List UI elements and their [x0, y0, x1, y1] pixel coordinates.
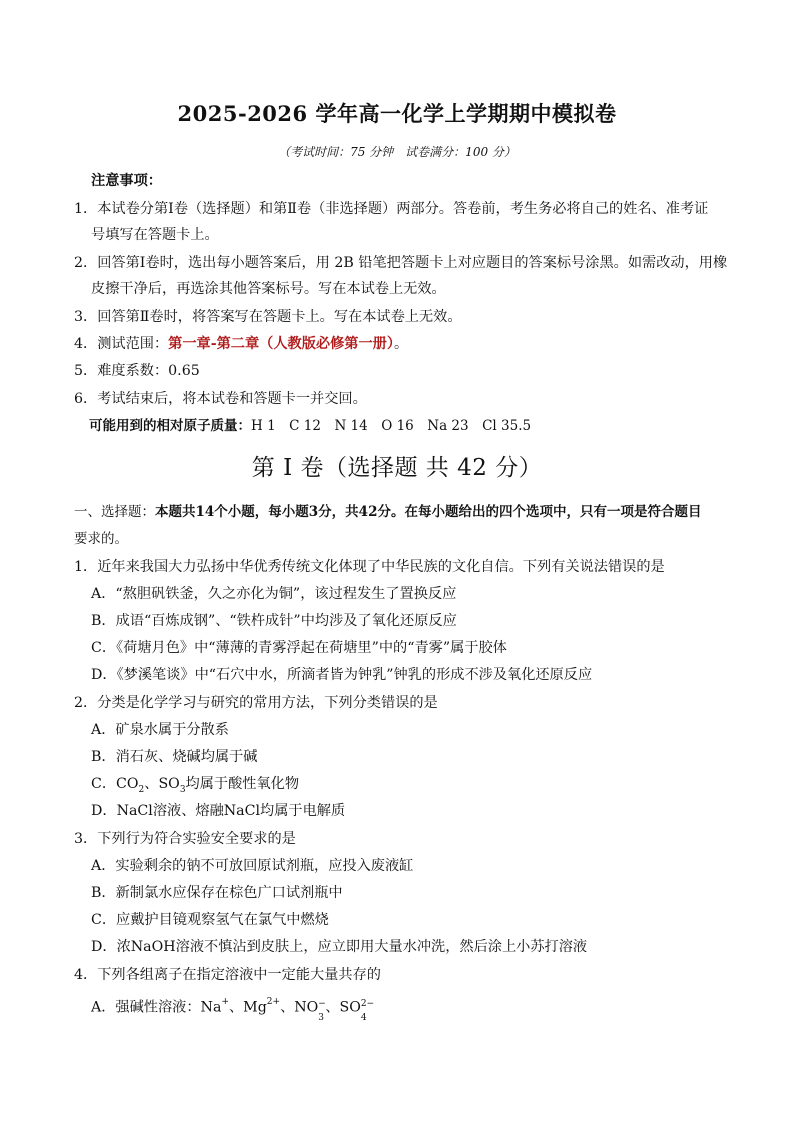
option-c: C．应戴护目镜观察氢气在氯气中燃烧 [91, 912, 329, 928]
section-instructions [74, 502, 701, 522]
option-d: D．《梦溪笔谈》中“石穴中水，所滴者皆为钟乳”钟乳的形成不涉及氧化还原反应 [91, 667, 593, 683]
ion-charge: − [318, 998, 326, 1009]
option-c-text: 均属于酸性氧化物 [185, 776, 300, 792]
question-text: 近年来我国大力弘扬中华优秀传统文化体现了中华民族的文化自信。下列有关说法错误的是 [97, 559, 665, 575]
subscript: 2 [138, 784, 145, 795]
scope-highlight: 第一章-第二章（人教版必修第一册） [168, 336, 394, 352]
note-text-cont: 号填写在答题卡上。 [91, 227, 219, 243]
note-text: 本试卷分第Ⅰ卷（选择题）和第Ⅱ卷（非选择题）两部分。答卷前，考生务必将自己的姓名、准考证 [97, 201, 709, 217]
ion-charge: + [221, 997, 229, 1007]
note-text: 考试结束后，将本试卷和答题卡一并交回。 [97, 391, 367, 407]
question-number: 4． [74, 967, 98, 983]
scope-label: 测试范围： [97, 336, 169, 352]
question-number: 2． [74, 695, 98, 711]
note-number: 2． [74, 255, 98, 271]
question-stem [74, 829, 296, 849]
option-b: B．新制氯水应保存在棕色广口试剂瓶中 [91, 885, 343, 901]
option-a: A．矿泉水属于分散系 [91, 722, 229, 738]
atomic-mass-line [89, 416, 531, 436]
notes-heading: 注意事项： [91, 173, 162, 189]
option-a-text: 、NO [280, 999, 319, 1016]
option-a: A．实验剩余的钠不可放回原试剂瓶，应投入废液缸 [91, 858, 414, 874]
subscript: 3 [179, 784, 186, 795]
option-a: A．“熬胆矾铁釜，久之亦化为铜”，该过程发生了置换反应 [91, 586, 457, 602]
exam-info: （考试时间：75 分钟 试卷满分：100 分） [278, 145, 516, 159]
section-title: 第 I 卷（选择题 共 42 分） [251, 455, 543, 481]
note-item [74, 199, 708, 219]
instr-bold-end: ，只有一项是符合题目 [566, 504, 702, 520]
note-number: 5． [74, 363, 98, 379]
question-number: 3． [74, 831, 98, 847]
note-text: 回答第Ⅰ卷时，选出每小题答案后，用 2B 铅笔把答题卡上对应题目的答案标号涂黑。如需改动，用橡 [97, 255, 728, 271]
note-item [74, 361, 200, 381]
atomic-mass-label: 可能用到的相对原子质量： [89, 418, 251, 434]
option-c: C．《荷塘月色》中“薄薄的青雾浮起在荷塘里”中的“青雾”属于胶体 [91, 640, 507, 656]
note-item-scope [74, 334, 408, 354]
note-text: 回答第Ⅱ卷时，将答案写在答题卡上。写在本试卷上无效。 [97, 309, 462, 325]
instr-prefix: 一、选择题： [74, 504, 155, 520]
option-b: B．成语“百炼成钢”、“铁杵成针”中均涉及了氧化还原反应 [91, 613, 457, 629]
question-stem [74, 693, 438, 713]
page-title: 2025-2026 学年高一化学上学期期中模拟卷 [177, 101, 617, 126]
question-text: 下列行为符合实验安全要求的是 [97, 831, 296, 847]
option-c-text: 、SO [144, 776, 180, 792]
ion-charge: 2− [360, 998, 375, 1009]
option-a-text: 、SO [325, 999, 361, 1016]
question-stem [74, 965, 381, 985]
note-text: 难度系数：0.65 [97, 363, 200, 379]
question-text: 分类是化学学习与研究的常用方法，下列分类错误的是 [97, 695, 438, 711]
option-d: D．浓NaOH溶液不慎沾到皮肤上，应立即用大量水冲洗，然后涂上小苏打溶液 [91, 939, 588, 955]
note-item [74, 389, 367, 409]
note-number: 3． [74, 309, 98, 325]
note-item [74, 307, 462, 327]
option-c-text: C．CO [91, 776, 139, 792]
note-item [74, 253, 727, 273]
scope-suffix: 。 [393, 336, 409, 352]
note-text-cont: 皮擦干净后，再选涂其他答案标号。写在本试卷上无效。 [91, 281, 446, 297]
option-d: D．NaCl溶液、熔融NaCl均属于电解质 [91, 803, 346, 819]
instr-bold: 本题共14个小题，每小题3分，共42分。在每小题给出的 [155, 504, 499, 520]
note-number: 1． [74, 201, 98, 217]
note-number: 6． [74, 391, 98, 407]
subscript: 4 [360, 1012, 367, 1023]
note-number: 4． [74, 336, 98, 352]
ion-charge: 2+ [266, 997, 281, 1007]
option-c [91, 774, 299, 800]
question-number: 1． [74, 559, 98, 575]
option-a [91, 994, 375, 1023]
question-text: 下列各组离子在指定溶液中一定能大量共存的 [97, 967, 381, 983]
option-a-text: A．强碱性溶液：Na [91, 999, 222, 1016]
section-instructions-cont: 要求的。 [74, 531, 128, 547]
option-b: B．消石灰、烧碱均属于碱 [91, 749, 258, 765]
option-a-text: 、Mg [228, 999, 267, 1016]
instr-emphasis: 四个选项中 [498, 504, 567, 520]
subscript: 3 [318, 1012, 325, 1023]
question-stem [74, 557, 665, 577]
atomic-mass-values: H 1 C 12 N 14 O 16 Na 23 Cl 35.5 [251, 418, 532, 434]
